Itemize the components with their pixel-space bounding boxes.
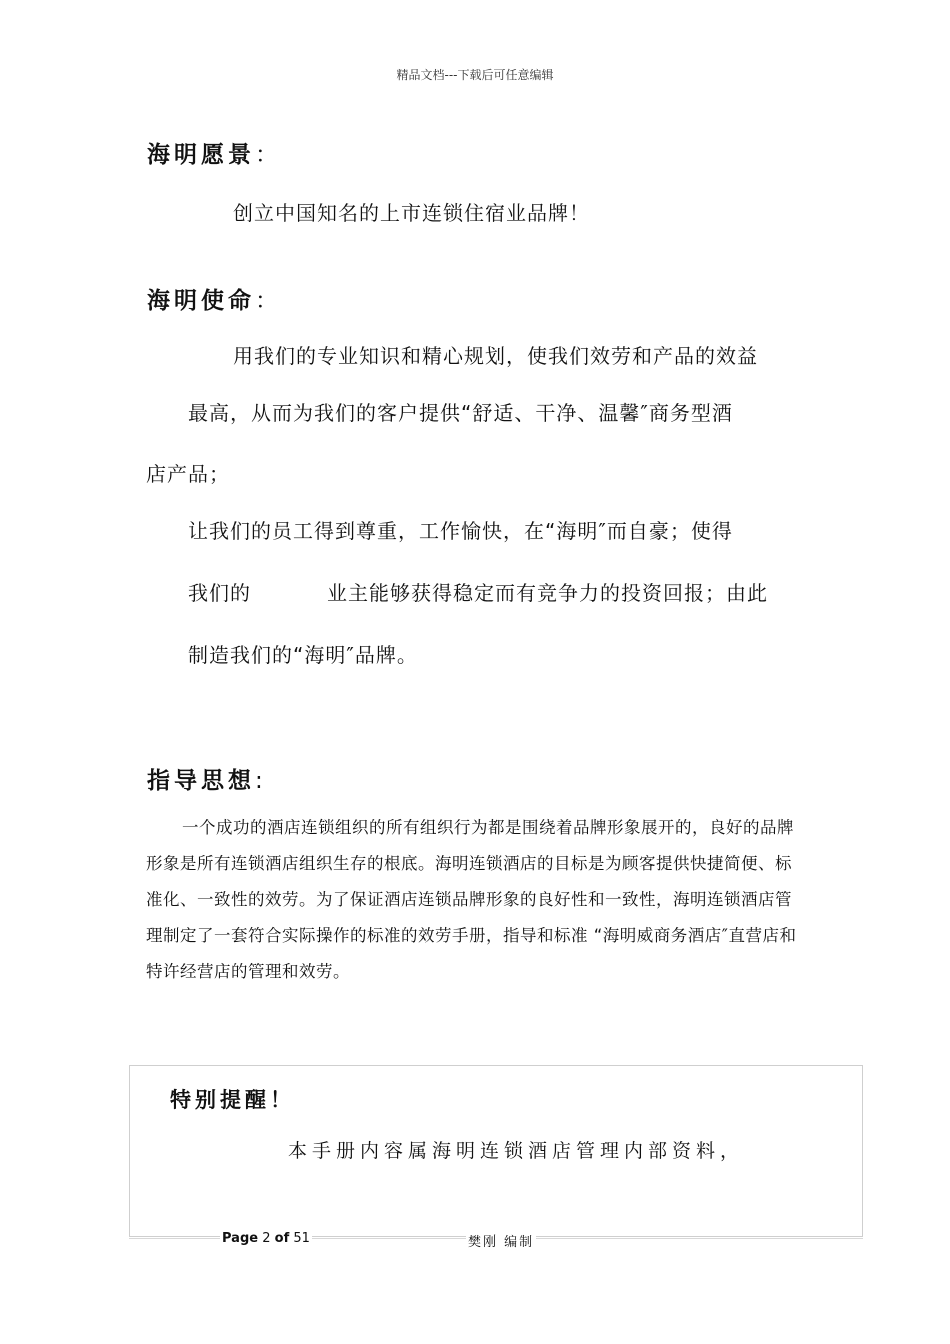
mission-line-1: 用我们的专业知识和精心规划，使我们效劳和产品的效益 [233,344,758,368]
footer-page-current: 2 [262,1231,271,1246]
notice-title: 特别提醒！ [170,1088,295,1112]
mission-line-5a: 我们的 [188,581,251,605]
vision-text: 创立中国知名的上市连锁住宿业品牌！ [233,201,590,225]
footer-author-name: 樊刚 [468,1235,499,1250]
mission-line-5b: 业主能够获得稳定而有竞争力的投资回报；由此 [327,581,768,605]
page-header-note: 精品文档---下载后可任意编辑 [396,68,554,82]
guiding-heading-colon: : [255,768,263,794]
footer-page-of: of [274,1231,290,1246]
mission-line-4: 让我们的员工得到尊重，工作愉快，在“海明″而自豪；使得 [188,519,733,543]
vision-heading-text: 海明愿景 [147,142,255,168]
mission-heading-colon: ： [255,288,278,314]
mission-heading-text: 海明使命 [147,288,255,314]
footer-page-word: Page [222,1231,259,1246]
guiding-paragraph: 一个成功的酒店连锁组织的所有组织行为都是围绕着品牌形象展开的，良好的品牌形象是所有连锁酒店组织生存的根底。海明连锁酒店的目标是为顾客提供快捷简便、标准化、一致性的效劳。为了保证酒店连锁品牌形象的良好性和一致性，海明连锁酒店管理制定了一套符合实际操作的标准的效劳手册，指导和标准 “海明威商务酒店″直营店和特许经营店的管理和效劳。 [146,818,797,981]
vision-heading-colon: ： [255,142,278,168]
vision-heading [147,136,278,169]
notice-body: 本手册内容属海明连锁酒店管理内部资料， [288,1140,745,1162]
mission-heading [147,282,278,315]
mission-line-3: 店产品； [146,462,230,486]
guiding-heading-text: 指导思想 [147,768,255,794]
mission-line-2: 最高，从而为我们的客户提供“舒适、干净、温馨″商务型酒 [188,401,733,425]
footer-page-number [220,1231,312,1246]
mission-line-6: 制造我们的“海明″品牌。 [188,643,418,667]
footer-author [466,1231,536,1250]
footer-compiled: 编制 [504,1235,535,1250]
footer-page-total: 51 [293,1231,310,1246]
guiding-heading [147,762,263,795]
notice-box [129,1065,863,1237]
